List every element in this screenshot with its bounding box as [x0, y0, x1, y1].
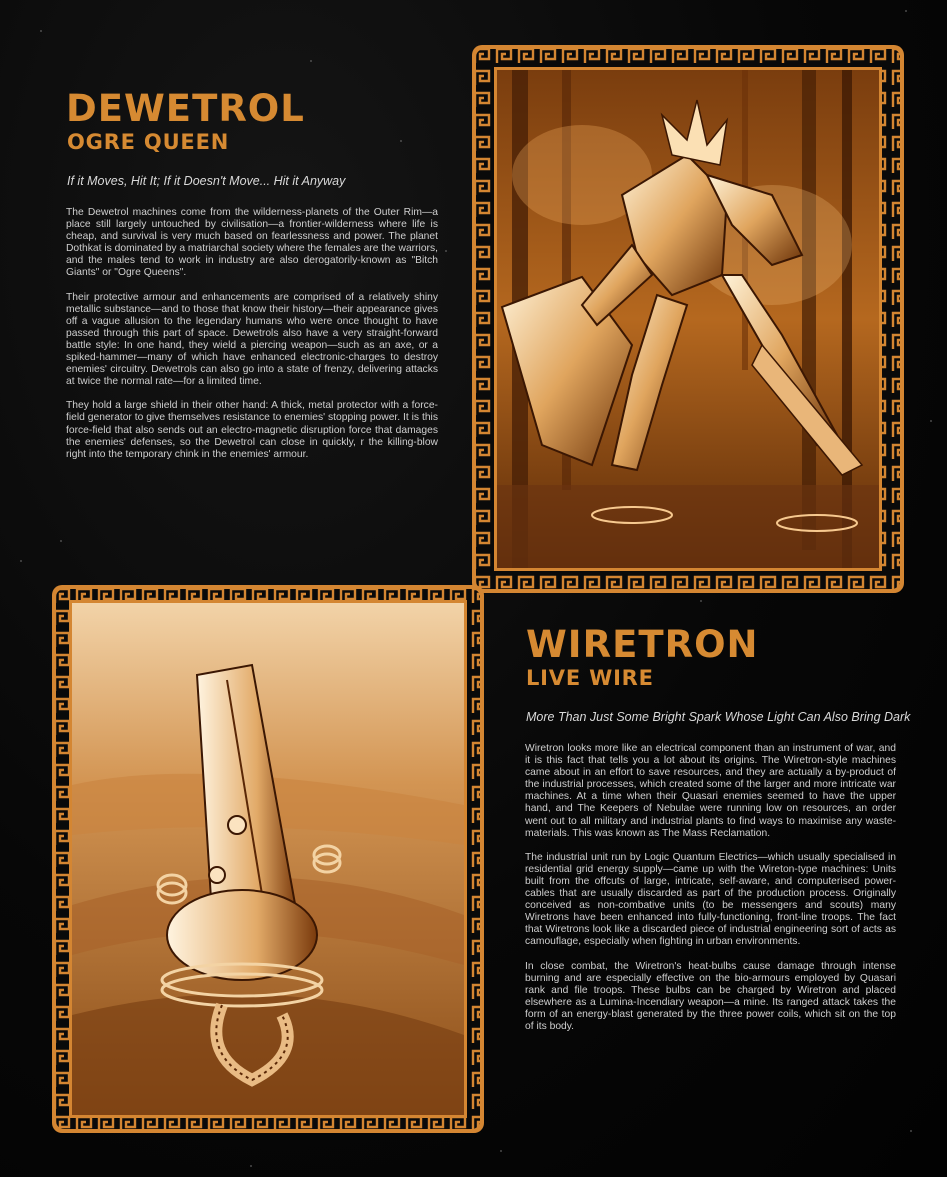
robot-warrior-with-shield-illustration — [472, 45, 904, 593]
dewetrol-subtitle: OGRE QUEEN — [67, 130, 230, 154]
dewetrol-image-frame — [472, 45, 904, 593]
dewetrol-paragraph-2: Their protective armour and enhancements are comprised of a relatively shiny metallic substance—and to those that know their history—their appearance gives off a vague allusion to the legendary humans who were once thought to have passed through this part of space. Dewetrols also have a very straight-forward battle style: In one hand, they wield a piercing weapon—such as an axe, or a spiked-hammer—many of which have enhanced electronic-charges to destroy enemies' circuitry. Dewetrols can also go into a state of frenzy, delivering attacks at twice the normal rate—for a limited time. — [66, 291, 438, 388]
wiretron-paragraph-1: Wiretron looks more like an electrical component than an instrument of war, and it is this fact that tells you a lot about its origins. The Wiretron-style machines came about in an effort to save resources, and they are actually a by-product of the industrial processes, which created some of the larger and more intricate war machines. At a time when their Quasari enemies seemed to have the upper hand, and The Keepers of Nebulae were running low on resources, an order went out to all military and industrial plants to find ways to maximise any waste-materials. This was known as The Mass Reclamation. — [525, 743, 896, 839]
dewetrol-tagline: If it Moves, Hit It; If it Doesn't Move... Hit it Anyway — [67, 174, 346, 188]
cable-machine-on-desert-illustration — [52, 585, 484, 1133]
wiretron-subtitle: LIVE WIRE — [526, 666, 654, 690]
wiretron-description — [525, 743, 896, 1045]
wiretron-image-frame — [52, 585, 484, 1133]
dewetrol-paragraph-3: They hold a large shield in their other hand: A thick, metal protector with a force-field generator to give themselves resistance to enemies' stopping power. It is this force-field that also sends out an electro-magnetic disruption force that damages the enemies' defenses, so the Dewetrol can close in quickly, r the killing-blow right into the temporary chink in the enemies' armour. — [66, 400, 438, 460]
wiretron-tagline: More Than Just Some Bright Spark Whose Light Can Also Bring Dark — [526, 710, 911, 724]
dewetrol-description — [66, 207, 438, 473]
wiretron-paragraph-3: In close combat, the Wiretron's heat-bulbs cause damage through intense burning and are especially effective on the bio-armours employed by Quasari rank and file troops. These bulbs can be charged by Wiretron and placed elsewhere as a Lumina-Incendiary weapon—a mine. Its ranged attack takes the form of an energy-blast generated by the three power coils, which sit on the top of its body. — [525, 960, 896, 1032]
dewetrol-title: DEWETROL — [66, 87, 305, 130]
wiretron-paragraph-2: The industrial unit run by Logic Quantum Electrics—which usually specialised in residential grid energy supply—came up with the Wireton-type machines: Units built from the offcuts of large, intricate, self-aware, and computerised power-cables that are usually discarded as part of the production process. Originally conceived as non-combative units (to be messengers and scouts) many Wiretrons have been enhanced into fully-functioning, front-line troops. The fact that Wiretrons look like a discarded piece of industrial engineering sort of acts as camouflage, especially when fighting in urban environments. — [525, 851, 896, 948]
wiretron-title: WIRETRON — [526, 623, 759, 666]
dewetrol-paragraph-1: The Dewetrol machines come from the wilderness-planets of the Outer Rim—a place still largely untouched by civilisation—a frontier-wilderness where life is cheap, and survival is very much based on fearlessness and power. The planet Dothkat is dominated by a matriarchal society where the females are the warriors, and the males tend to work in industry are also derogatorily-known as "Bitch Giants" or "Ogre Queens". — [66, 207, 438, 279]
